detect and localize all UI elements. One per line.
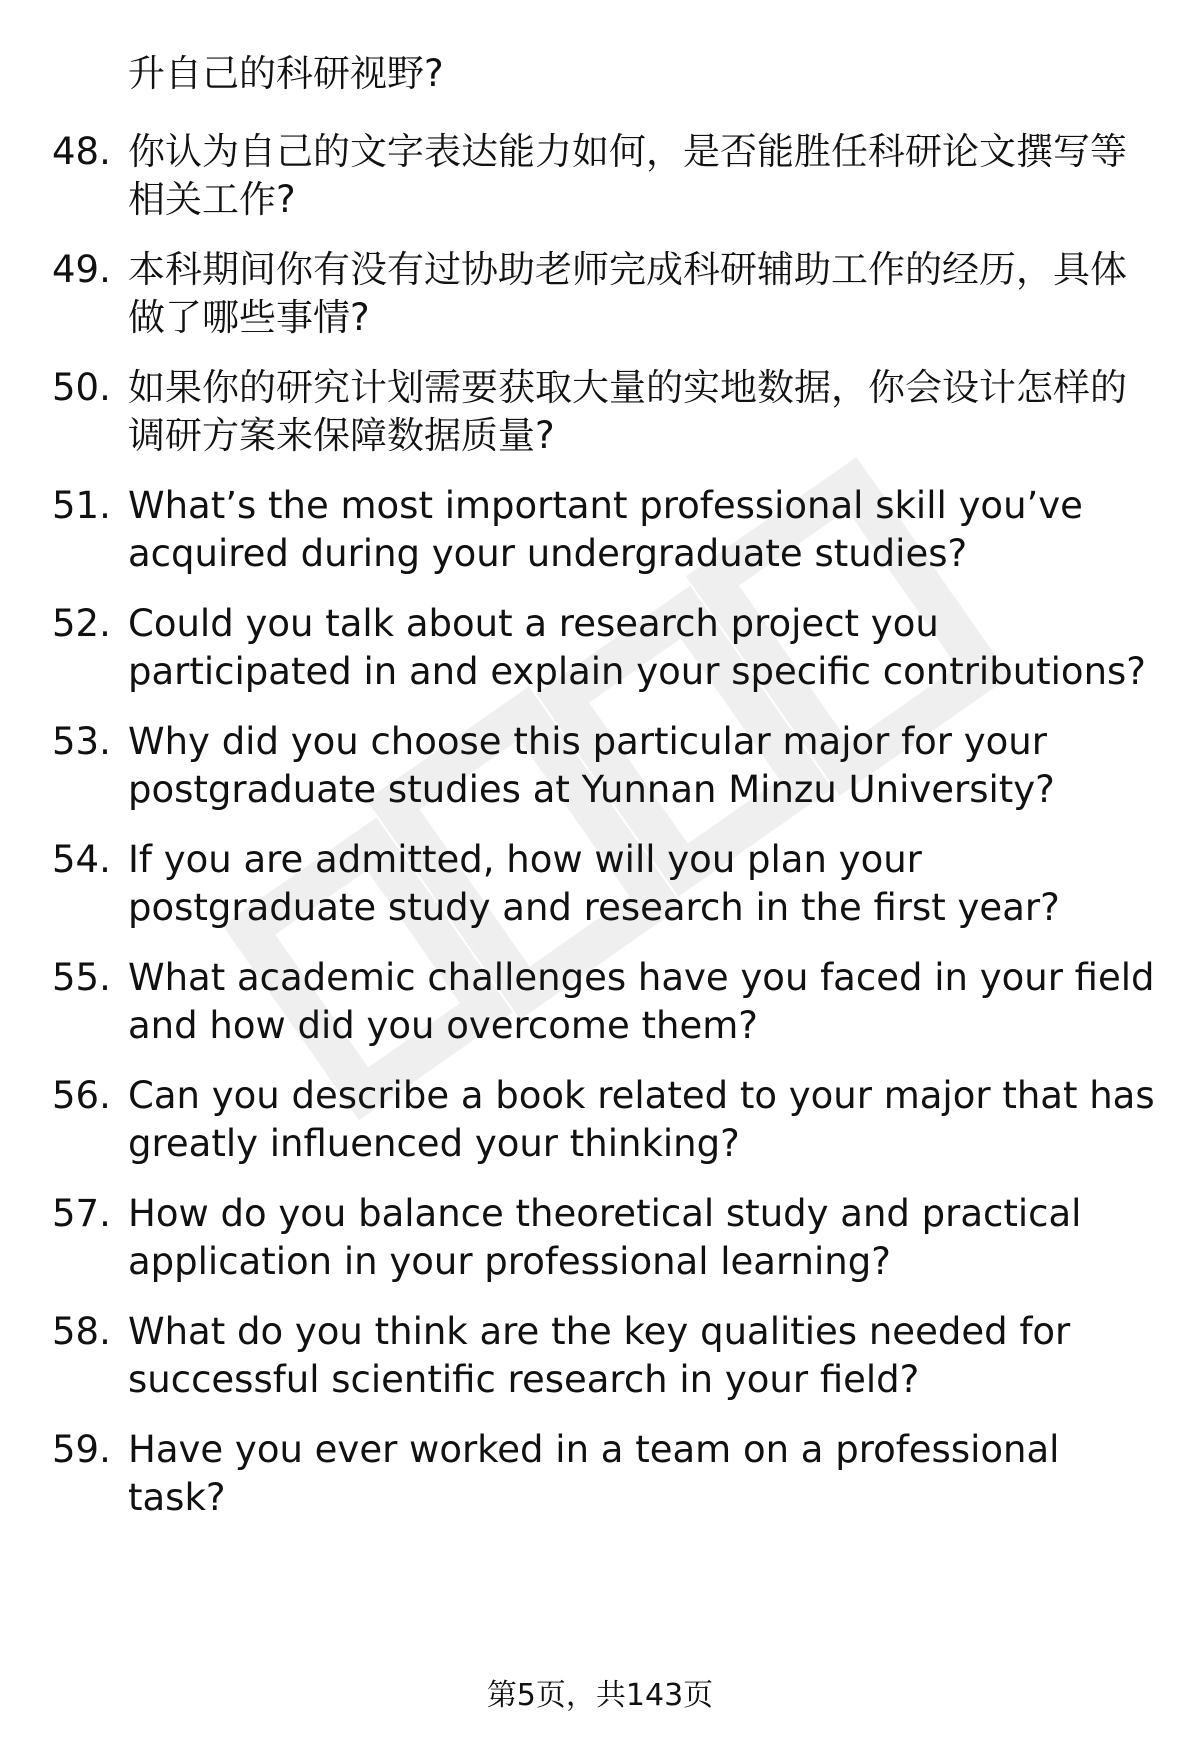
question-item (52, 246, 1162, 342)
question-text: Could you talk about a research project you participated in and explain your specific contributions? (128, 602, 1146, 693)
question-item (52, 600, 1162, 696)
question-number: 51. (52, 484, 111, 527)
question-text: How do you balance theoretical study and practical application in your professional learning? (128, 1192, 1082, 1283)
question-number: 49. (52, 248, 111, 291)
question-item (52, 128, 1162, 224)
question-text: 你认为自己的文字表达能力如何，是否能胜任科研论文撰写等相关工作? (128, 130, 1127, 221)
question-item (52, 1072, 1162, 1168)
question-number: 53. (52, 720, 111, 763)
question-text: Have you ever worked in a team on a professional task? (128, 1428, 1060, 1519)
question-item (52, 364, 1162, 460)
question-text: 如果你的研究计划需要获取大量的实地数据，你会设计怎样的调研方案来保障数据质量? (128, 366, 1127, 457)
question-number: 55. (52, 956, 111, 999)
question-text: What’s the most important professional skill you’ve acquired during your undergraduate studies? (128, 484, 1083, 575)
question-text: What do you think are the key qualities needed for successful scientific research in your field? (128, 1310, 1071, 1401)
question-item (52, 50, 1162, 98)
question-number: 50. (52, 366, 111, 409)
question-number: 59. (52, 1428, 111, 1471)
question-text: Can you describe a book related to your major that has greatly influenced your thinking? (128, 1074, 1155, 1165)
question-item (52, 718, 1162, 814)
question-item (52, 836, 1162, 932)
question-number: 52. (52, 602, 111, 645)
question-number: 58. (52, 1310, 111, 1353)
question-text: If you are admitted, how will you plan your postgraduate study and research in the first year? (128, 838, 1060, 929)
question-number: 57. (52, 1192, 111, 1235)
question-number: 48. (52, 130, 111, 173)
question-text: Why did you choose this particular major for your postgraduate studies at Yunnan Minzu University? (128, 720, 1055, 811)
question-item (52, 1426, 1162, 1522)
question-item (52, 1190, 1162, 1286)
question-text: 本科期间你有没有过协助老师完成科研辅助工作的经历，具体做了哪些事情? (128, 248, 1127, 339)
question-text: 升自己的科研视野? (128, 52, 444, 95)
page-footer: 第5页，共143页 (486, 1678, 714, 1713)
question-text: What academic challenges have you faced in your field and how did you overcome them? (128, 956, 1155, 1047)
question-item (52, 482, 1162, 578)
question-number: 56. (52, 1074, 111, 1117)
question-item (52, 954, 1162, 1050)
question-item (52, 1308, 1162, 1404)
question-number: 54. (52, 838, 111, 881)
